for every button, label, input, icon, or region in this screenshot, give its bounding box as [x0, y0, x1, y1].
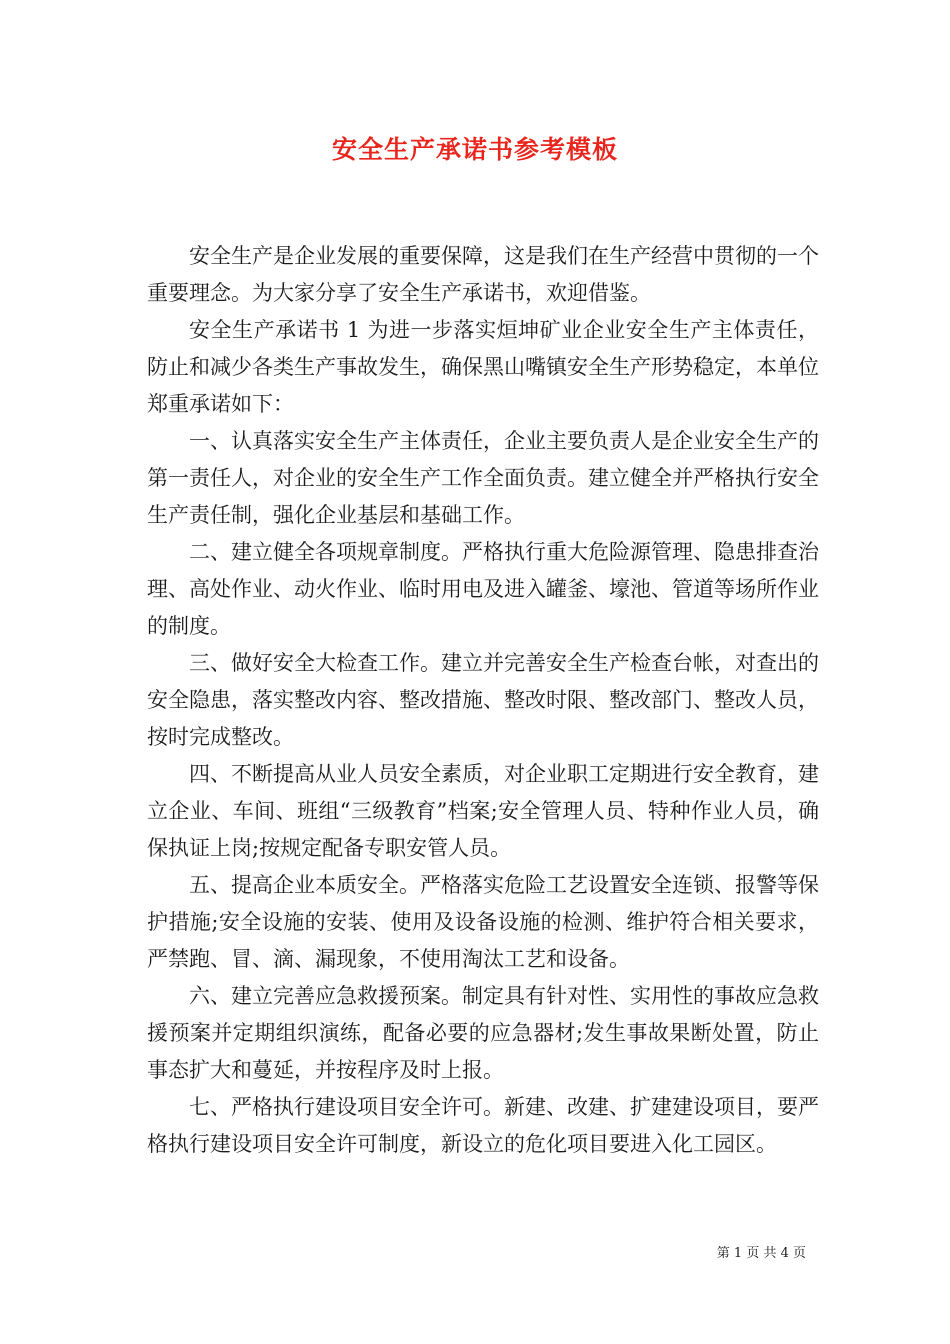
paragraph-intro: 安全生产是企业发展的重要保障，这是我们在生产经营中贯彻的一个重要理念。为大家分享了安全生产承诺书，欢迎借鉴。: [147, 244, 819, 305]
document-title: 安全生产承诺书参考模板: [331, 135, 618, 164]
paragraph-item-7: 七、严格执行建设项目安全许可。新建、改建、扩建建设项目，要严格执行建设项目安全许可制度，新设立的危化项目要进入化工园区。: [147, 1095, 819, 1156]
page-number: 第 1 页 共 4 页: [716, 1246, 806, 1261]
paragraph-item-2: 二、建立健全各项规章制度。严格执行重大危险源管理、隐患排查治理、高处作业、动火作业、临时用电及进入罐釜、壕池、管道等场所作业的制度。: [147, 540, 819, 638]
paragraph-pledge-opening: 安全生产承诺书 1 为进一步落实烜坤矿业企业安全生产主体责任，防止和减少各类生产事故发生，确保黑山嘴镇安全生产形势稳定，本单位郑重承诺如下：: [147, 318, 819, 416]
document-body: [147, 238, 819, 1163]
paragraph-item-1: 一、认真落实安全生产主体责任，企业主要负责人是企业安全生产的第一责任人，对企业的安全生产工作全面负责。建立健全并严格执行安全生产责任制，强化企业基层和基础工作。: [147, 429, 819, 527]
paragraph-item-3: 三、做好安全大检查工作。建立并完善安全生产检查台帐，对查出的安全隐患，落实整改内容、整改措施、整改时限、整改部门、整改人员，按时完成整改。: [147, 651, 819, 749]
paragraph-item-5: 五、提高企业本质安全。严格落实危险工艺设置安全连锁、报警等保护措施;安全设施的安装、使用及设备设施的检测、维护符合相关要求，严禁跑、冒、滴、漏现象，不使用淘汰工艺和设备。: [147, 873, 819, 971]
paragraph-item-6: 六、建立完善应急救援预案。制定具有针对性、实用性的事故应急救援预案并定期组织演练，配备必要的应急器材;发生事故果断处置，防止事态扩大和蔓延，并按程序及时上报。: [147, 984, 819, 1082]
paragraph-item-4: 四、不断提高从业人员安全素质，对企业职工定期进行安全教育，建立企业、车间、班组“三级教育”档案;安全管理人员、特种作业人员，确保执证上岗;按规定配备专职安管人员。: [147, 762, 819, 860]
